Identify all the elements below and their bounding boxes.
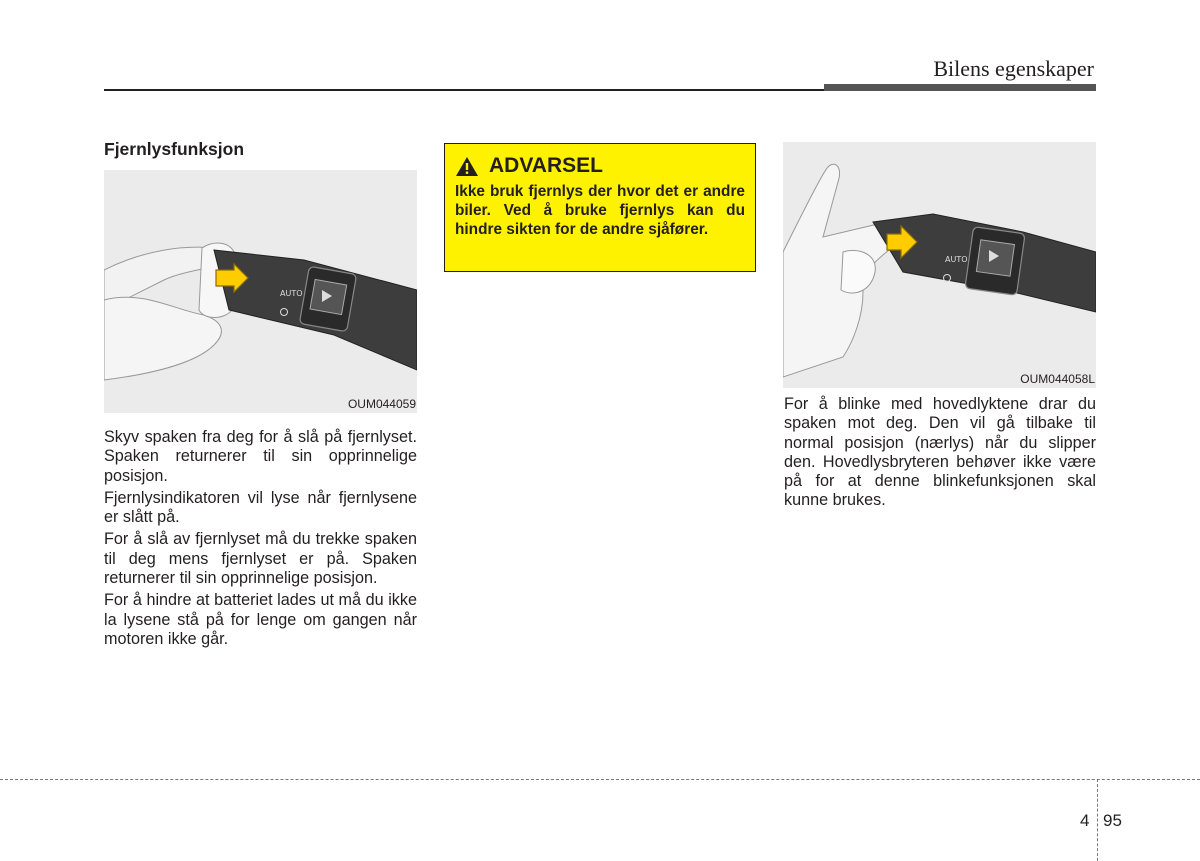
warning-box xyxy=(444,143,756,272)
section-heading: Fjernlysfunksjon xyxy=(104,139,245,159)
left-body-text xyxy=(104,428,417,652)
lever-pull-drawing xyxy=(783,142,1096,388)
warning-header xyxy=(455,154,745,178)
lever-auto-label: AUTO xyxy=(280,289,303,298)
paragraph: Fjernlysindikatoren vil lyse når fjernlysene er slått på. xyxy=(104,488,417,527)
right-body-text xyxy=(784,395,1096,514)
paragraph: For å blinke med hovedlyktene drar du spaken mot deg. Den vil gå tilbake til normal posisjon (nærlys) når du slipper den. Hovedlysbryteren behøver ikke være på for at denne blinkefunksjonen skal kunne brukes. xyxy=(784,395,1096,510)
figure-code-left: OUM044059 xyxy=(347,397,416,411)
paragraph: For å slå av fjernlyset må du trekke spaken til deg mens fjernlyset er på. Spaken returnerer til sin opprinnelige posisjon. xyxy=(104,530,417,588)
chapter-number: 4 xyxy=(1080,811,1090,830)
warning-text: Ikke bruk fjernlys der hvor det er andre biler. Ved å bruke fjernlys kan du hindre sikten for de andre sjåfører. xyxy=(455,183,745,238)
lever-auto-label: AUTO xyxy=(945,255,968,264)
running-header: Bilens egenskaper xyxy=(933,56,1094,81)
header-rule xyxy=(104,89,824,91)
paragraph: For å hindre at batteriet lades ut må du ikke la lysene stå på for lenge om gangen når motoren ikke går. xyxy=(104,591,417,648)
paragraph: Skyv spaken fra deg for å slå på fjernlyset. Spaken returnerer til sin opprinnelige posisjon. xyxy=(104,428,417,485)
figure-code-right: OUM044058L xyxy=(1020,372,1095,386)
header-rule-accent xyxy=(824,84,1096,91)
footer-separator xyxy=(1097,779,1098,861)
footer-rule xyxy=(0,779,1200,780)
page-number: 95 xyxy=(1103,811,1122,830)
lever-push-illustration xyxy=(104,170,417,413)
warning-title: ADVARSEL xyxy=(489,154,603,177)
warning-triangle-icon xyxy=(455,156,479,177)
lever-push-drawing xyxy=(104,170,417,413)
lever-pull-illustration xyxy=(783,142,1096,388)
